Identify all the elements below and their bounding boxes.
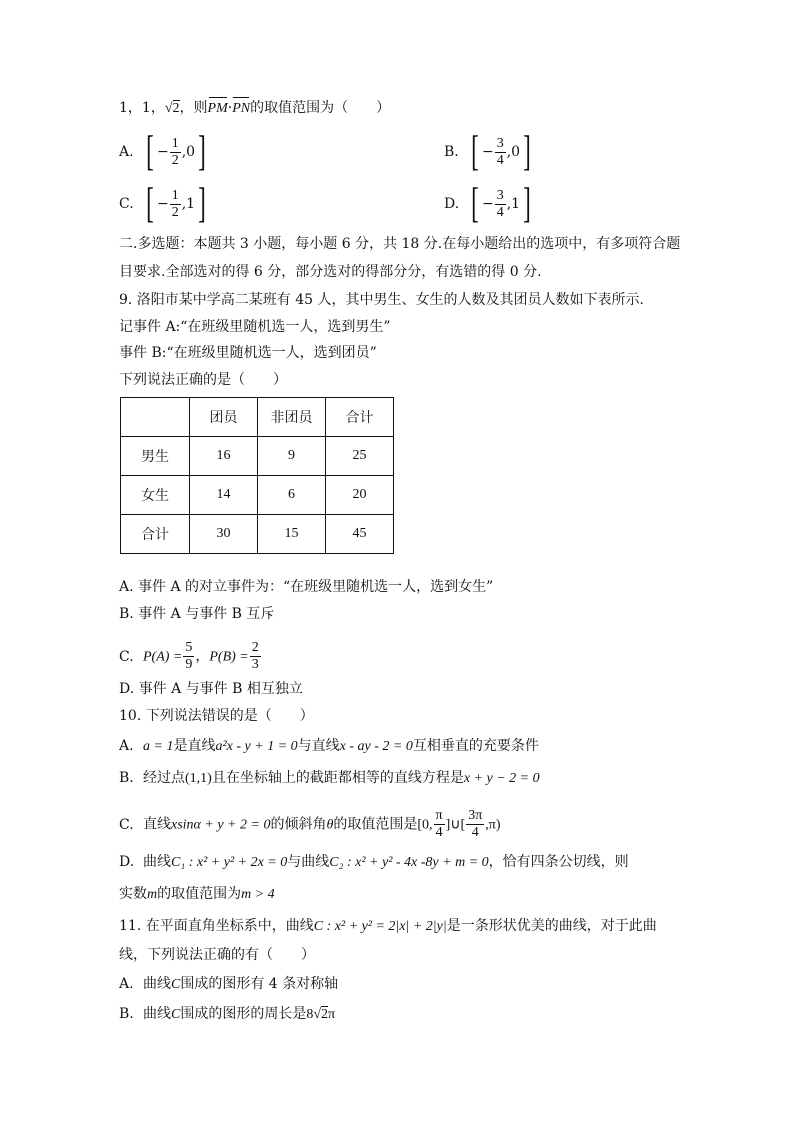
- q8-mid: ，则: [179, 100, 208, 116]
- q8-stem: 1，1，√2，则PM·PN的取值范围为（ ）: [119, 98, 390, 119]
- q9-option-b: B. 事件 A 与事件 B 互斥: [119, 606, 275, 622]
- q9-option-a: A. 事件 A 的对立事件为：“在班级里随机选一人，选到女生”: [119, 579, 494, 595]
- option-label: B.: [444, 144, 459, 160]
- q11-stem-line1: 11. 在平面直角坐标系中，曲线C : x² + y² = 2|x| + 2|y|是一条形状优美的曲线，对于此曲: [119, 918, 657, 934]
- q9-option-d: D. 事件 A 与事件 B 相互独立: [119, 681, 303, 697]
- table-cell: 6: [258, 476, 326, 515]
- q9-line1: 9. 洛阳市某中学高二某班有 45 人，其中男生、女生的人数及其团员人数如下表所示.: [119, 292, 644, 308]
- q10-option-d-line1: D. 曲线C₁ : x² + y² + 2x = 0与曲线C₂ : x² + y² - 4x -8y + m = 0，恰有四条公切线，则: [119, 854, 629, 870]
- table-cell: 合计: [326, 398, 394, 437]
- table-cell: 30: [190, 515, 258, 554]
- q9-line3: 事件 B:“在班级里随机选一人，选到团员”: [119, 345, 377, 361]
- section2-heading-line1: 二.多选题：本题共 3 小题，每小题 6 分，共 18 分.在每小题给出的选项中，有多项符合题: [119, 236, 681, 252]
- q10-option-a: A. a = 1是直线a²x - y + 1 = 0与直线x - ay - 2 = 0互相垂直的充要条件: [119, 738, 539, 754]
- fraction: $\frac{1}{2}$: [171, 187, 179, 220]
- q11-option-b: B. 曲线C围成的图形的周长是8√2π: [119, 1006, 336, 1022]
- fraction: $\frac{3}{4}$: [496, 187, 504, 220]
- q10-option-c: C. 直线xsinα + y + 2 = 0的倾斜角θ的取值范围是[0, $\frac{\pi}{4}$ ]∪[ $\frac{3\pi}{4}$ ,π): [119, 808, 501, 840]
- q10-option-d-line2: 实数m的取值范围为m > 4: [119, 886, 275, 902]
- table-cell: 15: [258, 515, 326, 554]
- vector-pm: PM: [208, 99, 228, 119]
- q8-option-d: D. [ − $\frac{3}{4}$ ,1]: [444, 181, 531, 227]
- q8-suffix: 的取值范围为（ ）: [250, 100, 391, 116]
- table-cell: 45: [326, 515, 394, 554]
- vector-pn: PN: [232, 99, 250, 119]
- table-cell: 20: [326, 476, 394, 515]
- table-cell: 女生: [121, 476, 190, 515]
- member-table: [120, 397, 394, 554]
- table-cell: 团员: [190, 398, 258, 437]
- table-cell: 14: [190, 476, 258, 515]
- q9-option-c: C. P(A) = $\frac{5}{9}$ ，P(B) = $\frac{2}{3}$: [119, 640, 259, 672]
- option-label: C.: [119, 196, 134, 212]
- q8-sqrt: 2: [172, 101, 180, 116]
- q9-line2: 记事件 A:“在班级里随机选一人，选到男生”: [119, 319, 391, 335]
- table-cell: [121, 398, 190, 437]
- table-row: [121, 476, 394, 515]
- option-label: A.: [119, 144, 134, 160]
- q8-option-a: A. [ − $\frac{1}{2}$ ,0]: [119, 129, 206, 175]
- section2-heading-line2: 目要求.全部选对的得 6 分，部分选对的得部分分，有选错的得 0 分.: [119, 264, 542, 280]
- q9-line4: 下列说法正确的是（ ）: [119, 372, 287, 388]
- fraction: $\frac{5}{9}$: [185, 640, 193, 672]
- q11-stem-line2: 线，下列说法正确的有（ ）: [119, 947, 315, 963]
- table-cell: 非团员: [258, 398, 326, 437]
- fraction: $\frac{1}{2}$: [171, 135, 179, 168]
- table-cell: 9: [258, 437, 326, 476]
- fraction: $\frac{\pi}{4}$: [435, 808, 443, 840]
- fraction: $\frac{3\pi}{4}$: [468, 808, 483, 840]
- table-row: [121, 515, 394, 554]
- q10-stem: 10. 下列说法错误的是（ ）: [119, 708, 314, 724]
- option-label: D.: [444, 196, 460, 212]
- q8-option-b: B. [ − $\frac{3}{4}$ ,0]: [444, 129, 531, 175]
- table-cell: 合计: [121, 515, 190, 554]
- table-cell: 25: [326, 437, 394, 476]
- q8-prefix: 1，1，: [119, 100, 165, 116]
- fraction: $\frac{2}{3}$: [251, 640, 259, 672]
- q11-option-a: A. 曲线C围成的图形有 4 条对称轴: [119, 976, 339, 992]
- table-row: [121, 437, 394, 476]
- table-cell: 16: [190, 437, 258, 476]
- fraction: $\frac{3}{4}$: [496, 135, 504, 168]
- table-cell: 男生: [121, 437, 190, 476]
- dot-operator: ·: [227, 100, 233, 116]
- table-header-row: [121, 398, 394, 437]
- q8-option-c: C. [ − $\frac{1}{2}$ ,1]: [119, 181, 206, 227]
- q10-option-b: B. 经过点(1,1)且在坐标轴上的截距都相等的直线方程是x + y − 2 = 0: [119, 770, 540, 786]
